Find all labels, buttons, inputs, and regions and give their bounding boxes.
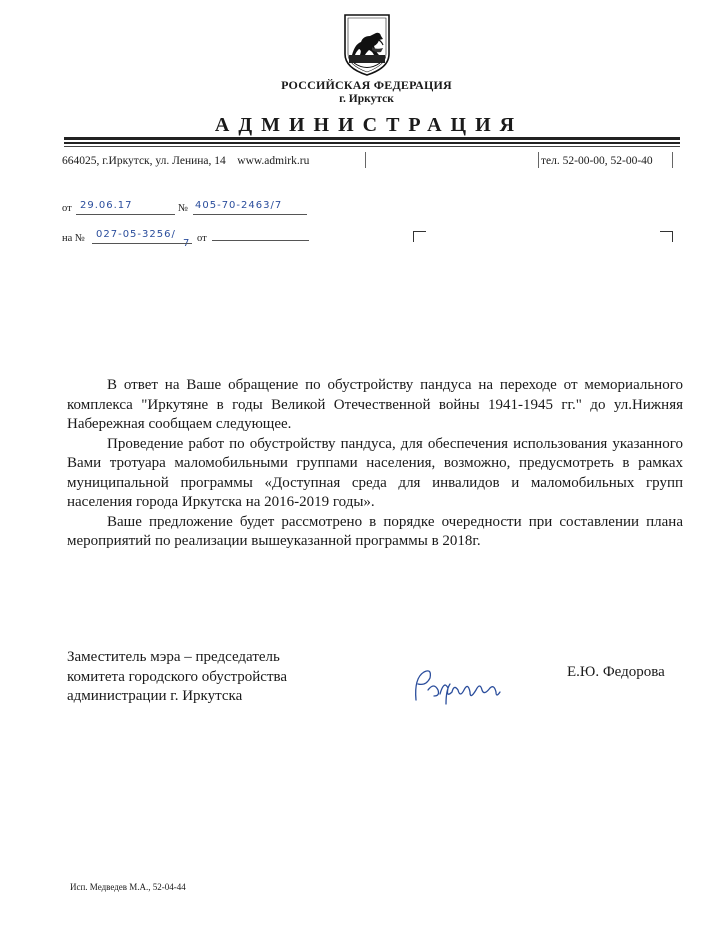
date-label: от [62,203,72,214]
organization-title: АДМИНИСТРАЦИЯ [214,114,524,136]
field-underline [92,243,192,244]
letter-body [67,376,683,552]
addressee-corner-mark [413,231,426,242]
reference-number: 027-05-3256/ [96,229,176,240]
country-title: РОССИЙСКАЯ ФЕДЕРАЦИЯ [281,78,452,92]
header-divider [64,146,680,147]
postal-address: 664025, г.Иркутск, ул. Ленина, 14 [62,155,226,167]
addressee-corner-mark [660,231,673,242]
reference-date-label: от [197,233,207,244]
header-divider [64,137,680,140]
position-line: комитета городского обустройства [67,668,288,685]
outgoing-number: 405-70-2463/7 [195,200,283,211]
paragraph: Ваше предложение будет рассмотрено в порядке очередности при составлении плана мероприятий по реализации вышеуказанной программы в 2018г. [67,513,683,549]
position-line: администрации г. Иркутска [67,688,243,704]
outgoing-date: 29.06.17 [80,200,133,211]
paragraph: Проведение работ по обустройству пандуса, для обеспечения использования указанного Вами тротуара маломобильными группами населения, возможно, предусмотреть в рамках муниципальной программы «Доступная среда для инвалидов и маломобильных групп населения города Иркутска на 2016-2019 годы». [67,435,683,510]
phone-numbers: тел. 52-00-00, 52-00-40 [541,155,653,167]
handwritten-signature [410,660,510,712]
address-line [62,155,309,167]
coat-of-arms-icon [343,14,391,76]
divider [538,152,539,168]
field-underline [193,214,307,215]
number-label: № [178,203,189,214]
position-line: Заместитель мэра – председатель [67,649,280,665]
header-divider [64,142,680,144]
paragraph: В ответ на Ваше обращение по обустройству пандуса на переходе от мемориального комплекса "Иркутяне в годы Великой Отечественной войны 1941-1945 гг." до ул.Нижняя Набережная сообщаем следующее. [67,377,683,432]
field-underline [212,240,309,241]
divider [365,152,366,168]
reference-label: на № [62,233,85,244]
executor-note: Исп. Медведев М.А., 52-04-44 [70,882,186,892]
signatory-position [67,648,287,707]
website: www.admirk.ru [237,155,310,167]
signatory-name: Е.Ю. Федорова [567,664,665,680]
field-underline [76,214,175,215]
divider [672,152,673,168]
city-title: г. Иркутск [339,93,394,105]
